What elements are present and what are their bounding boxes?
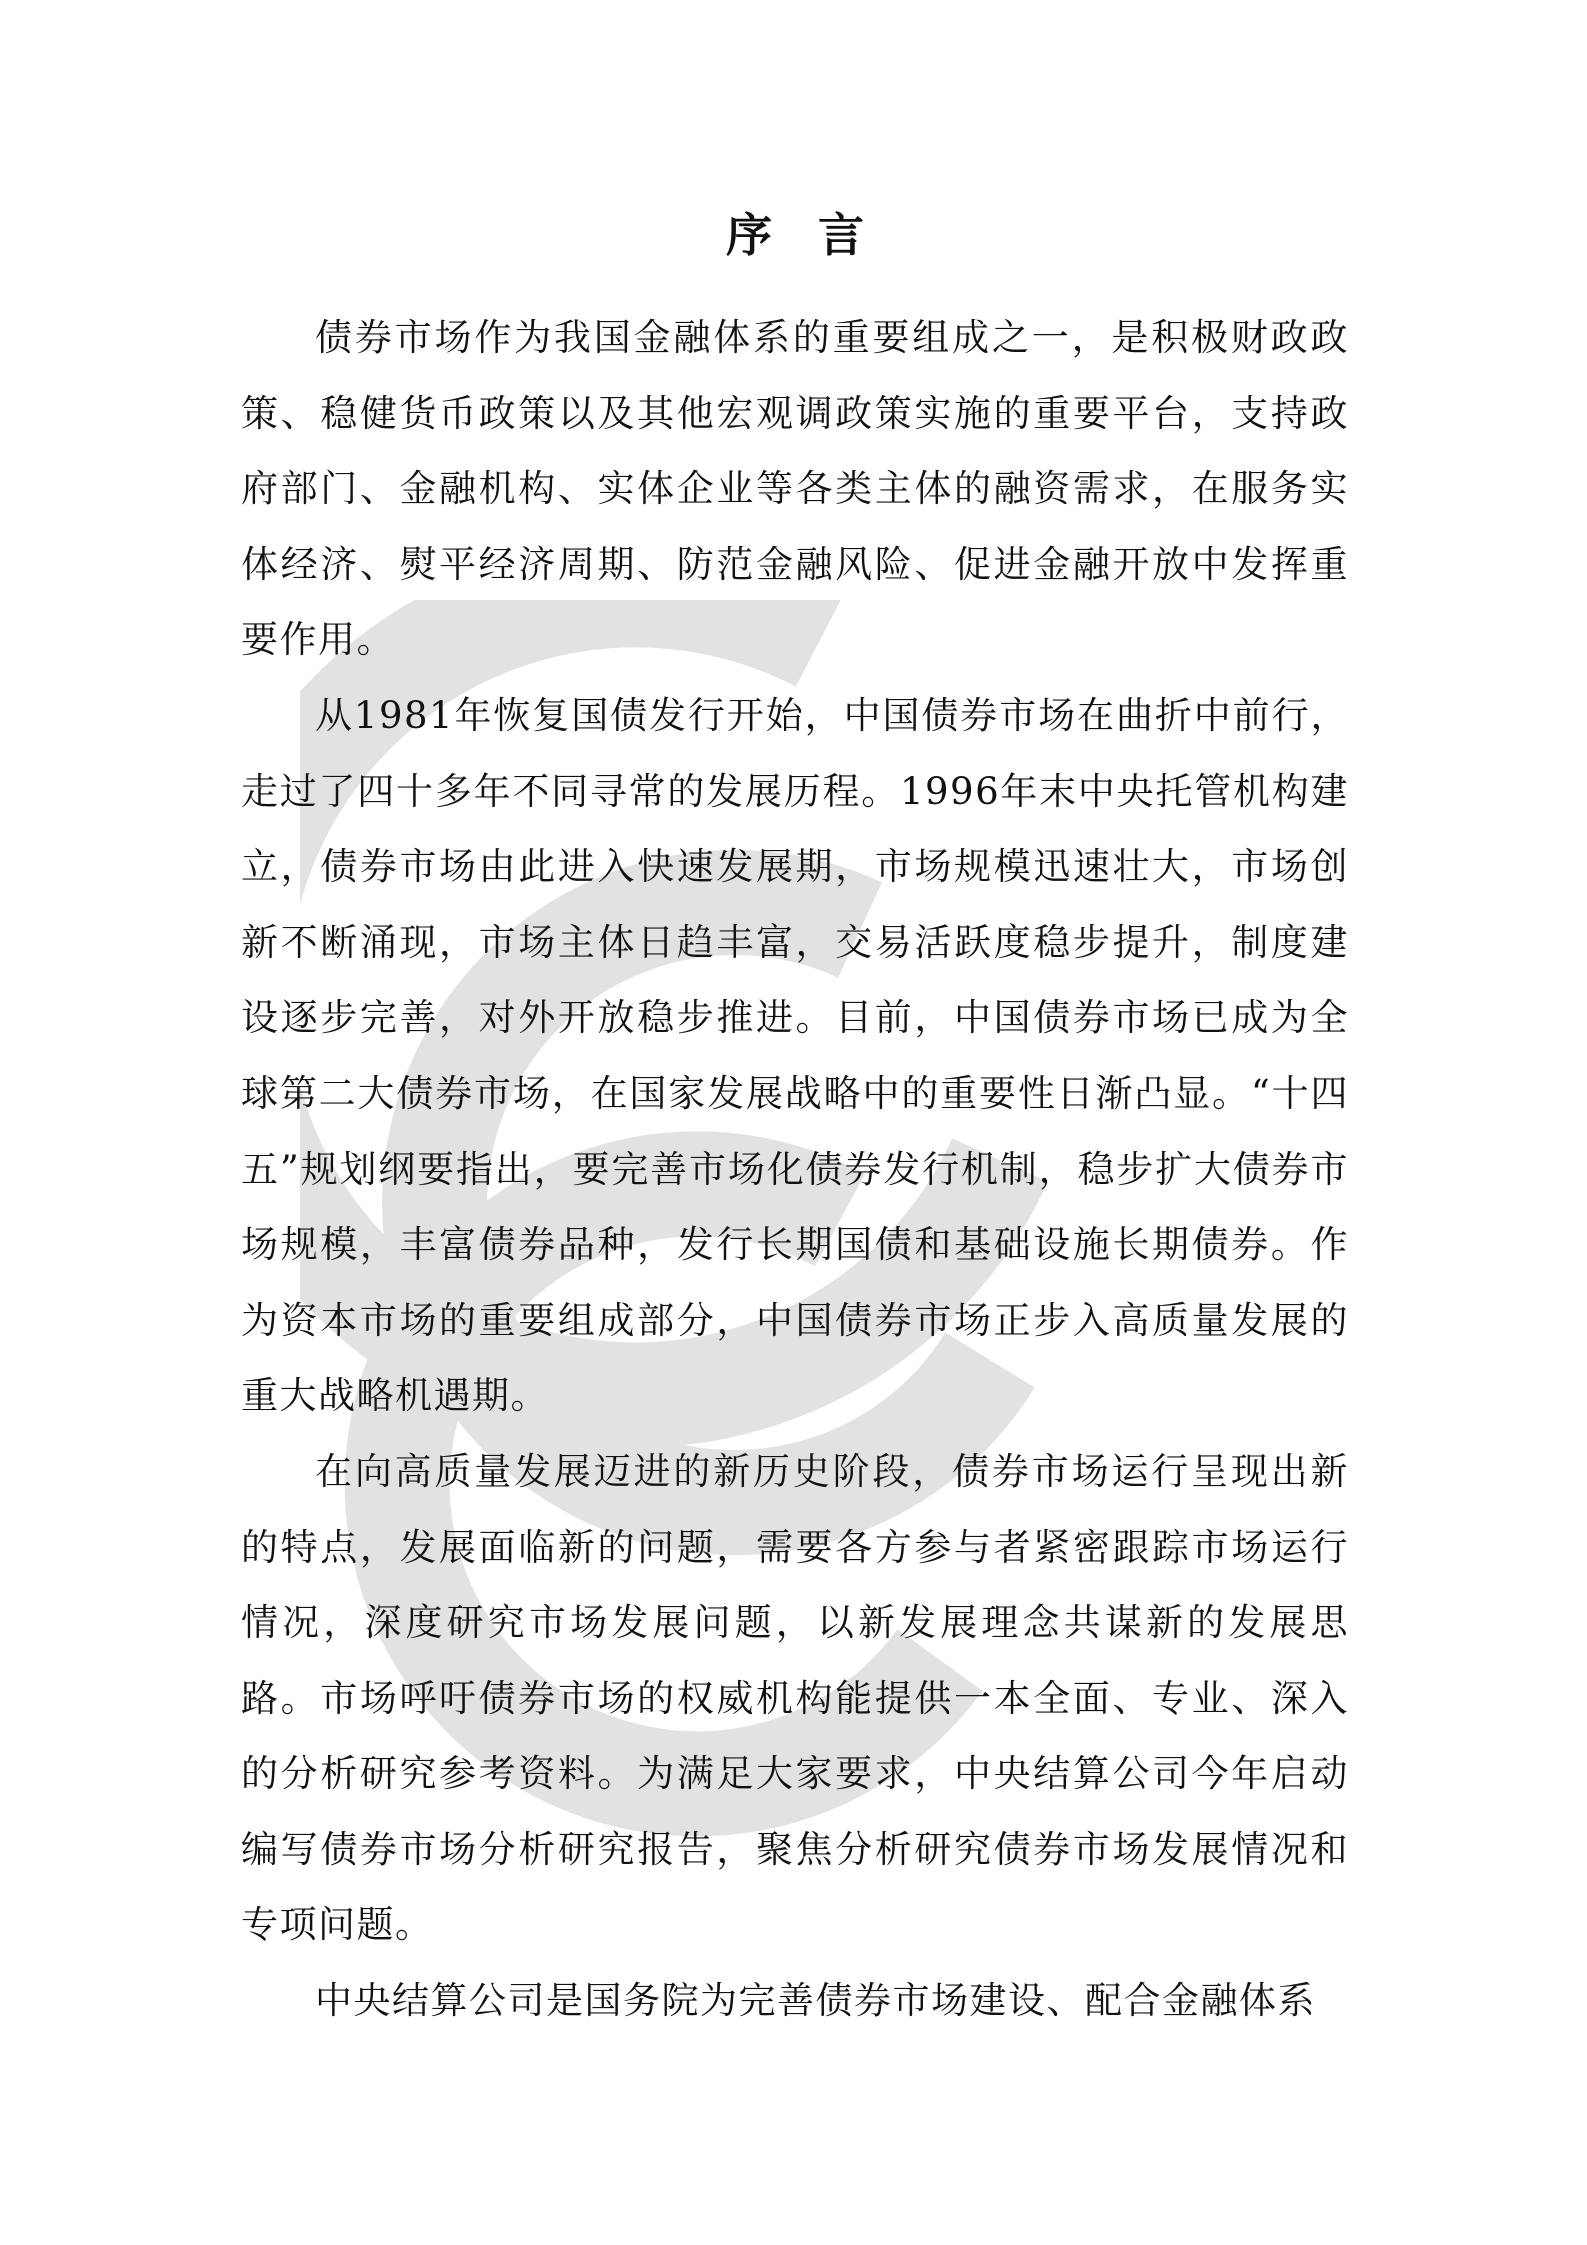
document-body xyxy=(241,200,1349,2039)
paragraph-4: 中央结算公司是国务院为完善债券市场建设、配合金融体系 xyxy=(315,1979,1316,2023)
paragraph-3: 在向高质量发展迈进的新历史阶段，债券市场运行呈现出新的特点，发展面临新的问题，需要各方参与者紧密跟踪市场运行情况，深度研究市场发展问题，以新发展理念共谋新的发展思路。市场呼吁债券市场的权威机构能提供一本全面、专业、深入的分析研究参考资料。为满足大家要求，中央结算公司今年启动编写债券市场分析研究报告，聚焦分析研究债券市场发展情况和专项问题。 xyxy=(241,1449,1349,1947)
page-title: 序言 xyxy=(726,208,910,262)
paragraph-1: 债券市场作为我国金融体系的重要组成之一，是积极财政政策、稳健货币政策以及其他宏观调政策实施的重要平台，支持政府部门、金融机构、实体企业等各类主体的融资需求，在服务实体经济、熨平经济周期、防范金融风险、促进金融开放中发挥重要作用。 xyxy=(241,316,1349,662)
paragraph-2: 从1981年恢复国债发行开始，中国债券市场在曲折中前行，走过了四十多年不同寻常的发展历程。1996年末中央托管机构建立，债券市场由此进入快速发展期，市场规模迅速壮大，市场创新不断涌现，市场主体日趋丰富，交易活跃度稳步提升，制度建设逐步完善，对外开放稳步推进。目前，中国债券市场已成为全球第二大债券市场，在国家发展战略中的重要性日渐凸显。“十四五”规划纲要指出，要完善市场化债券发行机制，稳步扩大债券市场规模，丰富债券品种，发行长期国债和基础设施长期债券。作为资本市场的重要组成部分，中国债券市场正步入高质量发展的重大战略机遇期。 xyxy=(241,693,1349,1418)
